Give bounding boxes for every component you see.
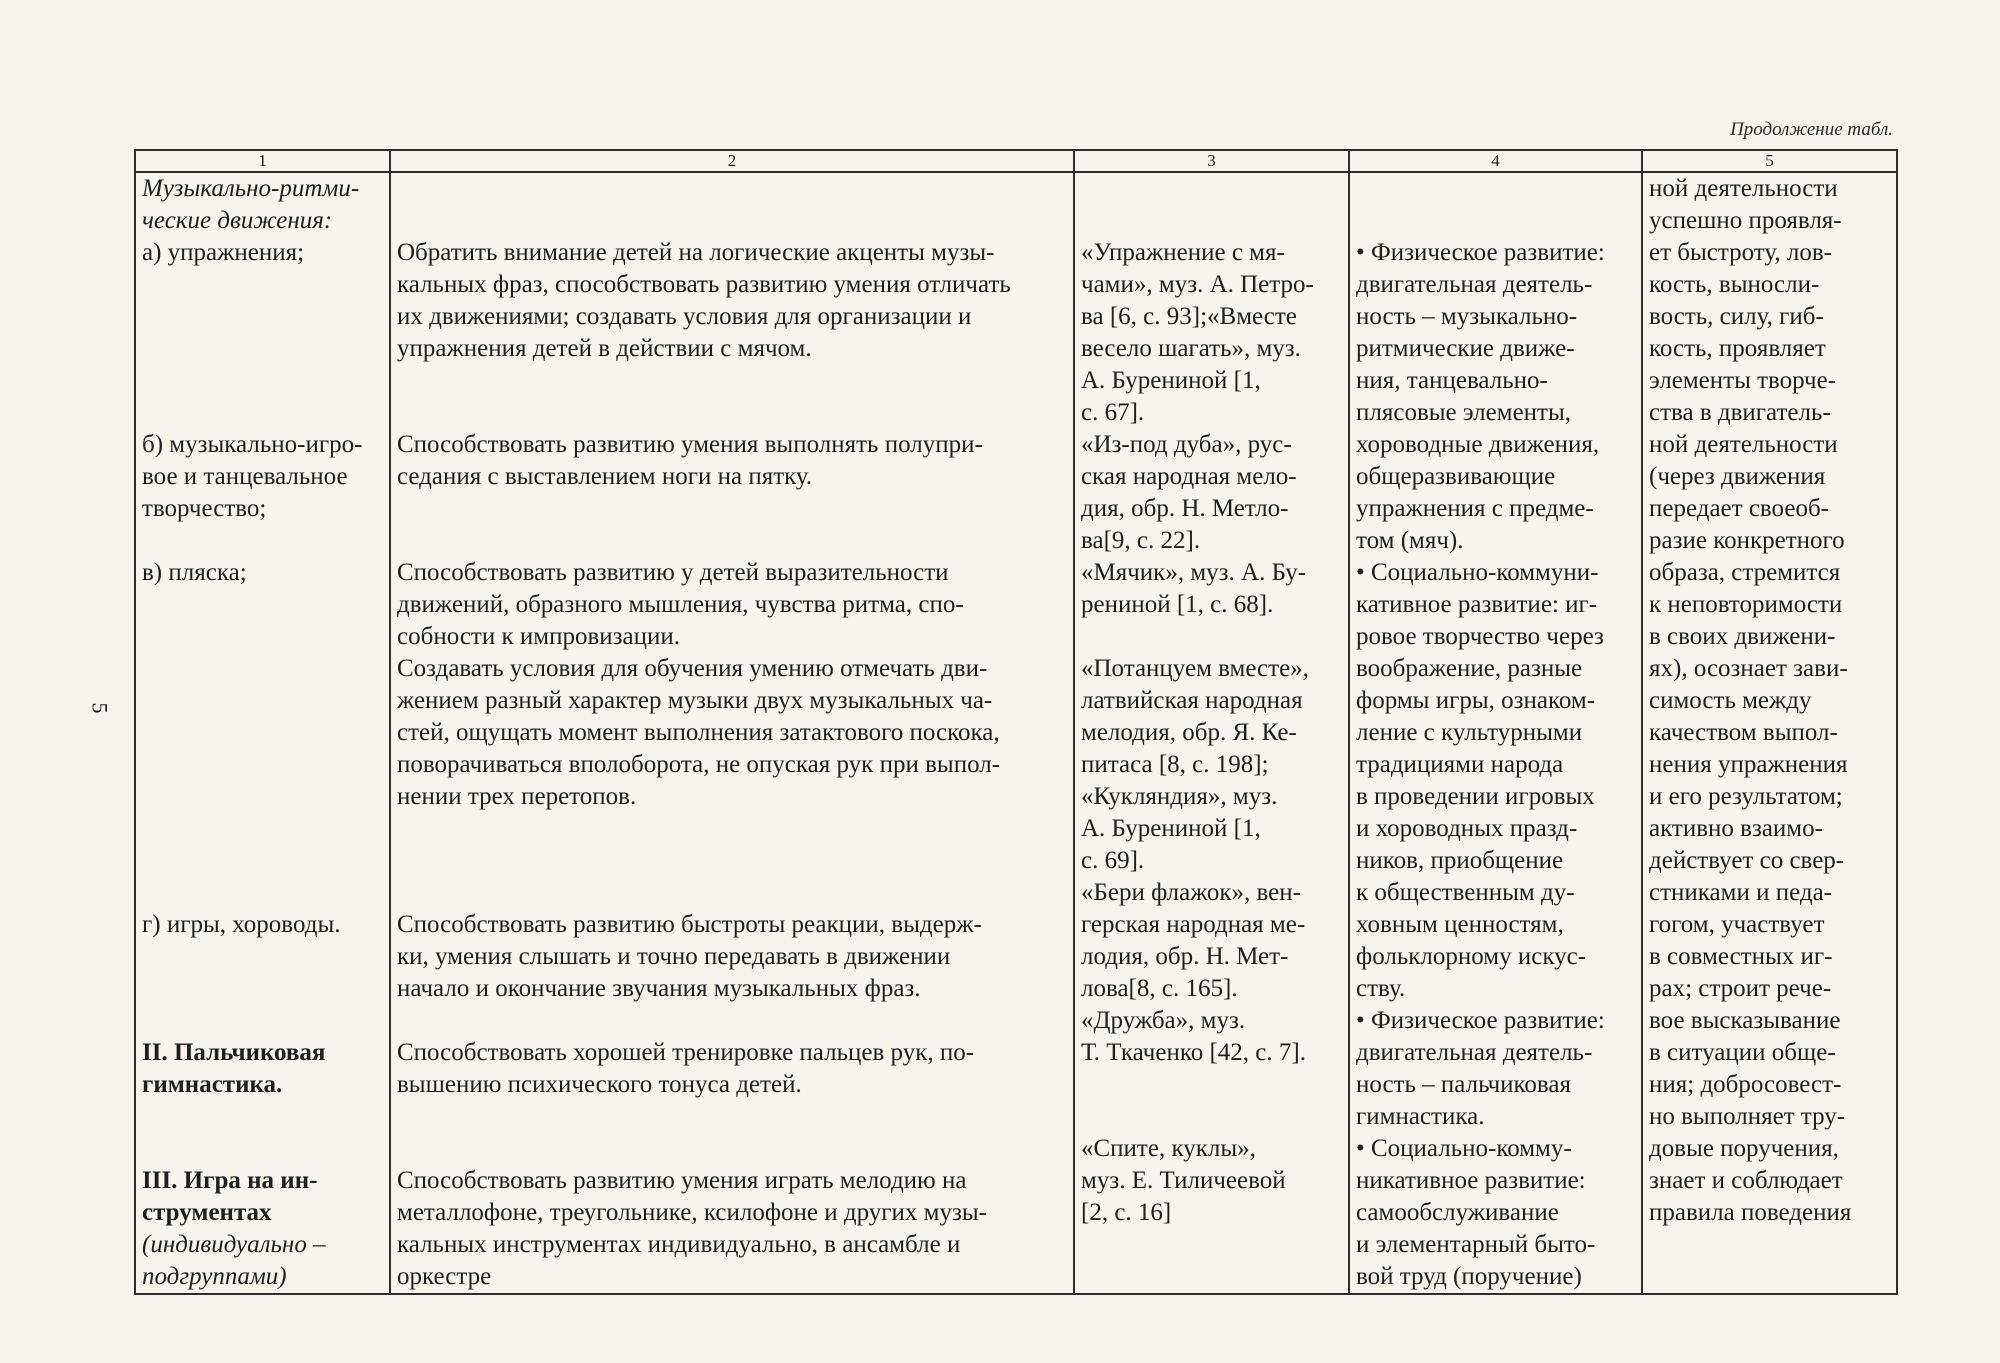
cell-text-line: движений, образного мышления, чувства ритма, спо- bbox=[397, 591, 964, 618]
cell-text-line: с. 67]. bbox=[1081, 399, 1145, 426]
cell-text-line: никативное развитие: bbox=[1356, 1167, 1586, 1194]
outcomes-column bbox=[1642, 172, 1897, 1294]
cell-text-line: довые поручения, bbox=[1649, 1135, 1839, 1162]
cell-text-line: и хороводных празд- bbox=[1356, 815, 1578, 842]
cell-text-line: весело шагать», муз. bbox=[1081, 335, 1301, 362]
cell-text-line: [2, с. 16] bbox=[1081, 1199, 1172, 1226]
repertoire-column bbox=[1074, 172, 1349, 1294]
cell-text-line: ет быстроту, лов- bbox=[1649, 239, 1832, 266]
column-number: 3 bbox=[1074, 150, 1349, 172]
cell-text-line: собности к импровизации. bbox=[397, 623, 680, 650]
cell-text-line: г) игры, хороводы. bbox=[142, 911, 341, 938]
column-number: 5 bbox=[1642, 150, 1897, 172]
cell-text-line: • Физическое развитие: bbox=[1356, 1007, 1605, 1034]
cell-text-line bbox=[1356, 173, 1635, 205]
cell-text-line: • Физическое развитие: bbox=[1356, 239, 1605, 266]
cell-text-line bbox=[142, 525, 383, 557]
cell-text-line: ной деятельности bbox=[1649, 175, 1838, 202]
cell-text-line: в проведении игровых bbox=[1356, 783, 1595, 810]
cell-text-line: традициями народа bbox=[1356, 751, 1564, 778]
cell-text-line: «Упражнение с мя- bbox=[1081, 239, 1285, 266]
cell-text-line: жением разный характер музыки двух музыкальных ча- bbox=[397, 687, 993, 714]
cell-text-line: двигательная деятель- bbox=[1356, 271, 1593, 298]
cell-text-line bbox=[142, 333, 383, 365]
integration-column bbox=[1349, 172, 1642, 1294]
cell-text-line: седания с выставлением ноги на пятку. bbox=[397, 463, 813, 490]
cell-text-line: и его результатом; bbox=[1649, 783, 1843, 810]
cell-text-line: хороводные движения, bbox=[1356, 431, 1600, 458]
column-number: 1 bbox=[135, 150, 390, 172]
cell-text-line: кальных фраз, способствовать развитию умения отличать bbox=[397, 271, 1011, 298]
cell-text-line: творчество; bbox=[142, 495, 267, 522]
cell-text-line: вышению психического тонуса детей. bbox=[397, 1071, 802, 1098]
cell-text-line bbox=[142, 269, 383, 301]
cell-text-line: «Спите, куклы», bbox=[1081, 1135, 1256, 1162]
cell-text-line bbox=[1356, 205, 1635, 237]
cell-text-line bbox=[142, 1005, 383, 1037]
cell-text-line: симость между bbox=[1649, 687, 1812, 714]
cell-text-line: том (мяч). bbox=[1356, 527, 1464, 554]
cell-text-line: чами», муз. А. Петро- bbox=[1081, 271, 1314, 298]
cell-text-line: качеством выпол- bbox=[1649, 719, 1838, 746]
cell-text-line: Способствовать развитию у детей выразительности bbox=[397, 559, 949, 586]
cell-text-line: ва [6, с. 93];«Вместе bbox=[1081, 303, 1297, 330]
cell-text-line bbox=[1081, 1069, 1342, 1101]
cell-text-line: плясовые элементы, bbox=[1356, 399, 1572, 426]
cell-text-line: нении трех перетопов. bbox=[397, 783, 637, 810]
cell-text-line: «Дружба», муз. bbox=[1081, 1007, 1246, 1034]
cell-text-line bbox=[397, 877, 1067, 909]
cell-text-line: муз. Е. Тиличеевой bbox=[1081, 1167, 1286, 1194]
cell-text-line: (через движения bbox=[1649, 463, 1826, 490]
cell-text-line: кость, проявляет bbox=[1649, 335, 1826, 362]
cell-text-line: гимнастика. bbox=[142, 1071, 283, 1098]
cell-text-line: стей, ощущать момент выполнения затактового поскока, bbox=[397, 719, 1000, 746]
cell-text-line bbox=[397, 1005, 1067, 1037]
cell-text-line: правила поведения bbox=[1649, 1199, 1852, 1226]
cell-text-line: в совместных иг- bbox=[1649, 943, 1833, 970]
lesson-table bbox=[134, 149, 1898, 1295]
cell-text-line: ление с культурными bbox=[1356, 719, 1583, 746]
cell-text-line: вое высказывание bbox=[1649, 1007, 1841, 1034]
cell-text-line bbox=[397, 525, 1067, 557]
cell-text-line: металлофоне, треугольнике, ксилофоне и других музы- bbox=[397, 1199, 987, 1226]
cell-text-line: кость, выносли- bbox=[1649, 271, 1820, 298]
cell-text-line: элементы творче- bbox=[1649, 367, 1837, 394]
tasks-column bbox=[390, 172, 1074, 1294]
page-number: 5 bbox=[87, 702, 113, 714]
cell-text-line: ность – музыкально- bbox=[1356, 303, 1578, 330]
cell-text-line bbox=[142, 749, 383, 781]
cell-text-line: ях), осознает зави- bbox=[1649, 655, 1848, 682]
cell-text-line: самообслуживание bbox=[1356, 1199, 1559, 1226]
cell-text-line: и элементарный быто- bbox=[1356, 1231, 1596, 1258]
cell-text-line: «Бери флажок», вен- bbox=[1081, 879, 1301, 906]
cell-text-line: «Кукляндия», муз. bbox=[1081, 783, 1278, 810]
cell-text-line: гимнастика. bbox=[1356, 1103, 1485, 1130]
cell-text-line: ки, умения слышать и точно передавать в движении bbox=[397, 943, 951, 970]
cell-text-line: двигательная деятель- bbox=[1356, 1039, 1593, 1066]
section-column bbox=[135, 172, 390, 1294]
cell-text-line: питаса [8, с. 198]; bbox=[1081, 751, 1269, 778]
cell-text-line: • Социально-коммуни- bbox=[1356, 559, 1599, 586]
cell-text-line: Т. Ткаченко [42, с. 7]. bbox=[1081, 1039, 1306, 1066]
cell-text-line: рениной [1, с. 68]. bbox=[1081, 591, 1274, 618]
cell-text-line: ность – пальчиковая bbox=[1356, 1071, 1571, 1098]
cell-text-line: подгруппами) bbox=[142, 1263, 287, 1290]
cell-text-line: в) пляска; bbox=[142, 559, 247, 586]
cell-text-line: лодия, обр. Н. Мет- bbox=[1081, 943, 1289, 970]
cell-text-line: их движениями; создавать условия для организации и bbox=[397, 303, 972, 330]
column-number: 4 bbox=[1349, 150, 1642, 172]
cell-text-line: ровое творчество через bbox=[1356, 623, 1604, 650]
cell-text-line: упражнения детей в действии с мячом. bbox=[397, 335, 812, 362]
cell-text-line bbox=[142, 877, 383, 909]
cell-text-line: струментах bbox=[142, 1199, 272, 1226]
cell-text-line bbox=[397, 1101, 1067, 1133]
cell-text-line: ству. bbox=[1356, 975, 1406, 1002]
cell-text-line: воображение, разные bbox=[1356, 655, 1583, 682]
cell-text-line bbox=[142, 589, 383, 621]
cell-text-line: разие конкретного bbox=[1649, 527, 1845, 554]
cell-text-line: фольклорному искус- bbox=[1356, 943, 1587, 970]
cell-text-line: ной деятельности bbox=[1649, 431, 1838, 458]
cell-text-line bbox=[1081, 1101, 1342, 1133]
cell-text-line: вость, силу, гиб- bbox=[1649, 303, 1824, 330]
cell-text-line: «Из-под дуба», рус- bbox=[1081, 431, 1292, 458]
cell-text-line: Музыкально-ритми- bbox=[142, 175, 360, 202]
cell-text-line: образа, стремится bbox=[1649, 559, 1841, 586]
continuation-label: Продолжение табл. bbox=[1730, 119, 1893, 140]
cell-text-line: ва[9, с. 22]. bbox=[1081, 527, 1201, 554]
column-number-row bbox=[135, 150, 1897, 172]
cell-text-line: кальных инструментах индивидуально, в ансамбле и bbox=[397, 1231, 961, 1258]
cell-text-line: Способствовать развитию умения выполнять полупри- bbox=[397, 431, 983, 458]
cell-text-line bbox=[397, 365, 1067, 397]
cell-text-line: ховным ценностям, bbox=[1356, 911, 1564, 938]
cell-text-line: действует со свер- bbox=[1649, 847, 1845, 874]
cell-text-line bbox=[142, 845, 383, 877]
cell-text-line: Создавать условия для обучения умению отмечать дви- bbox=[397, 655, 988, 682]
cell-text-line: ритмические движе- bbox=[1356, 335, 1575, 362]
cell-text-line bbox=[397, 493, 1067, 525]
cell-text-line bbox=[142, 781, 383, 813]
cell-text-line: ства в двигатель- bbox=[1649, 399, 1831, 426]
cell-text-line: Способствовать хорошей тренировке пальцев рук, по- bbox=[397, 1039, 975, 1066]
cell-text-line bbox=[397, 1133, 1067, 1165]
cell-text-line: «Мячик», муз. А. Бу- bbox=[1081, 559, 1307, 586]
cell-text-line: стниками и педа- bbox=[1649, 879, 1833, 906]
cell-text-line: кативное развитие: иг- bbox=[1356, 591, 1598, 618]
cell-text-line bbox=[142, 365, 383, 397]
cell-text-line: ния, танцевально- bbox=[1356, 367, 1548, 394]
cell-text-line: в ситуации обще- bbox=[1649, 1039, 1836, 1066]
cell-text-line: активно взаимо- bbox=[1649, 815, 1823, 842]
cell-text-line: упражнения с предме- bbox=[1356, 495, 1594, 522]
cell-text-line bbox=[142, 301, 383, 333]
cell-text-line: III. Игра на ин- bbox=[142, 1167, 318, 1194]
cell-text-line: ческие движения: bbox=[142, 207, 333, 234]
cell-text-line: вое и танцевальное bbox=[142, 463, 348, 490]
cell-text-line bbox=[397, 205, 1067, 237]
cell-text-line: знает и соблюдает bbox=[1649, 1167, 1843, 1194]
cell-text-line: латвийская народная bbox=[1081, 687, 1303, 714]
cell-text-line: дия, обр. Н. Метло- bbox=[1081, 495, 1289, 522]
cell-text-line: Способствовать развитию умения играть мелодию на bbox=[397, 1167, 967, 1194]
column-number: 2 bbox=[390, 150, 1074, 172]
cell-text-line: А. Бурениной [1, bbox=[1081, 815, 1261, 842]
cell-text-line: мелодия, обр. Я. Ке- bbox=[1081, 719, 1297, 746]
cell-text-line: герская народная ме- bbox=[1081, 911, 1306, 938]
cell-text-line: Способствовать развитию быстроты реакции, выдерж- bbox=[397, 911, 982, 938]
cell-text-line: нения упражнения bbox=[1649, 751, 1848, 778]
cell-text-line: рах; строит рече- bbox=[1649, 975, 1832, 1002]
cell-text-line: Обратить внимание детей на логические акценты музы- bbox=[397, 239, 995, 266]
cell-text-line bbox=[142, 813, 383, 845]
cell-text-line: начало и окончание звучания музыкальных фраз. bbox=[397, 975, 921, 1002]
cell-text-line bbox=[397, 845, 1067, 877]
cell-text-line: «Потанцуем вместе», bbox=[1081, 655, 1309, 682]
cell-text-line bbox=[397, 173, 1067, 205]
cell-text-line: гогом, участвует bbox=[1649, 911, 1825, 938]
cell-text-line: формы игры, ознаком- bbox=[1356, 687, 1596, 714]
cell-text-line: а) упражнения; bbox=[142, 239, 305, 266]
cell-text-line: но выполняет тру- bbox=[1649, 1103, 1846, 1130]
cell-text-line: вой труд (поручение) bbox=[1356, 1263, 1582, 1290]
cell-text-line bbox=[142, 717, 383, 749]
cell-text-line: ников, приобщение bbox=[1356, 847, 1564, 874]
cell-text-line bbox=[142, 653, 383, 685]
cell-text-line: с. 69]. bbox=[1081, 847, 1145, 874]
cell-text-line: общеразвивающие bbox=[1356, 463, 1556, 490]
cell-text-line: оркестре bbox=[397, 1263, 492, 1290]
cell-text-line: ния; добросовест- bbox=[1649, 1071, 1842, 1098]
cell-text-line bbox=[397, 397, 1067, 429]
cell-text-line bbox=[142, 397, 383, 429]
cell-text-line bbox=[397, 813, 1067, 845]
cell-text-line: (индивидуально – bbox=[142, 1231, 326, 1258]
cell-text-line: лова[8, с. 165]. bbox=[1081, 975, 1238, 1002]
cell-text-line: А. Бурениной [1, bbox=[1081, 367, 1261, 394]
cell-text-line: ская народная мело- bbox=[1081, 463, 1297, 490]
cell-text-line: б) музыкально-игро- bbox=[142, 431, 363, 458]
cell-text-line: в своих движени- bbox=[1649, 623, 1836, 650]
cell-text-line: передает своеоб- bbox=[1649, 495, 1830, 522]
cell-text-line: к неповторимости bbox=[1649, 591, 1843, 618]
cell-text-line: успешно проявля- bbox=[1649, 207, 1842, 234]
table-row bbox=[135, 172, 1897, 1294]
cell-text-line: к общественным ду- bbox=[1356, 879, 1575, 906]
cell-text-line bbox=[142, 685, 383, 717]
cell-text-line: • Социально-комму- bbox=[1356, 1135, 1572, 1162]
cell-text-line bbox=[142, 973, 383, 1005]
cell-text-line: II. Пальчиковая bbox=[142, 1039, 326, 1066]
cell-text-line bbox=[142, 621, 383, 653]
cell-text-line bbox=[142, 1101, 383, 1133]
cell-text-line bbox=[1081, 205, 1342, 237]
cell-text-line bbox=[142, 1133, 383, 1165]
cell-text-line: поворачиваться вполоборота, не опуская рук при выпол- bbox=[397, 751, 1001, 778]
cell-text-line bbox=[1081, 173, 1342, 205]
cell-text-line bbox=[142, 941, 383, 973]
cell-text-line bbox=[1081, 621, 1342, 653]
